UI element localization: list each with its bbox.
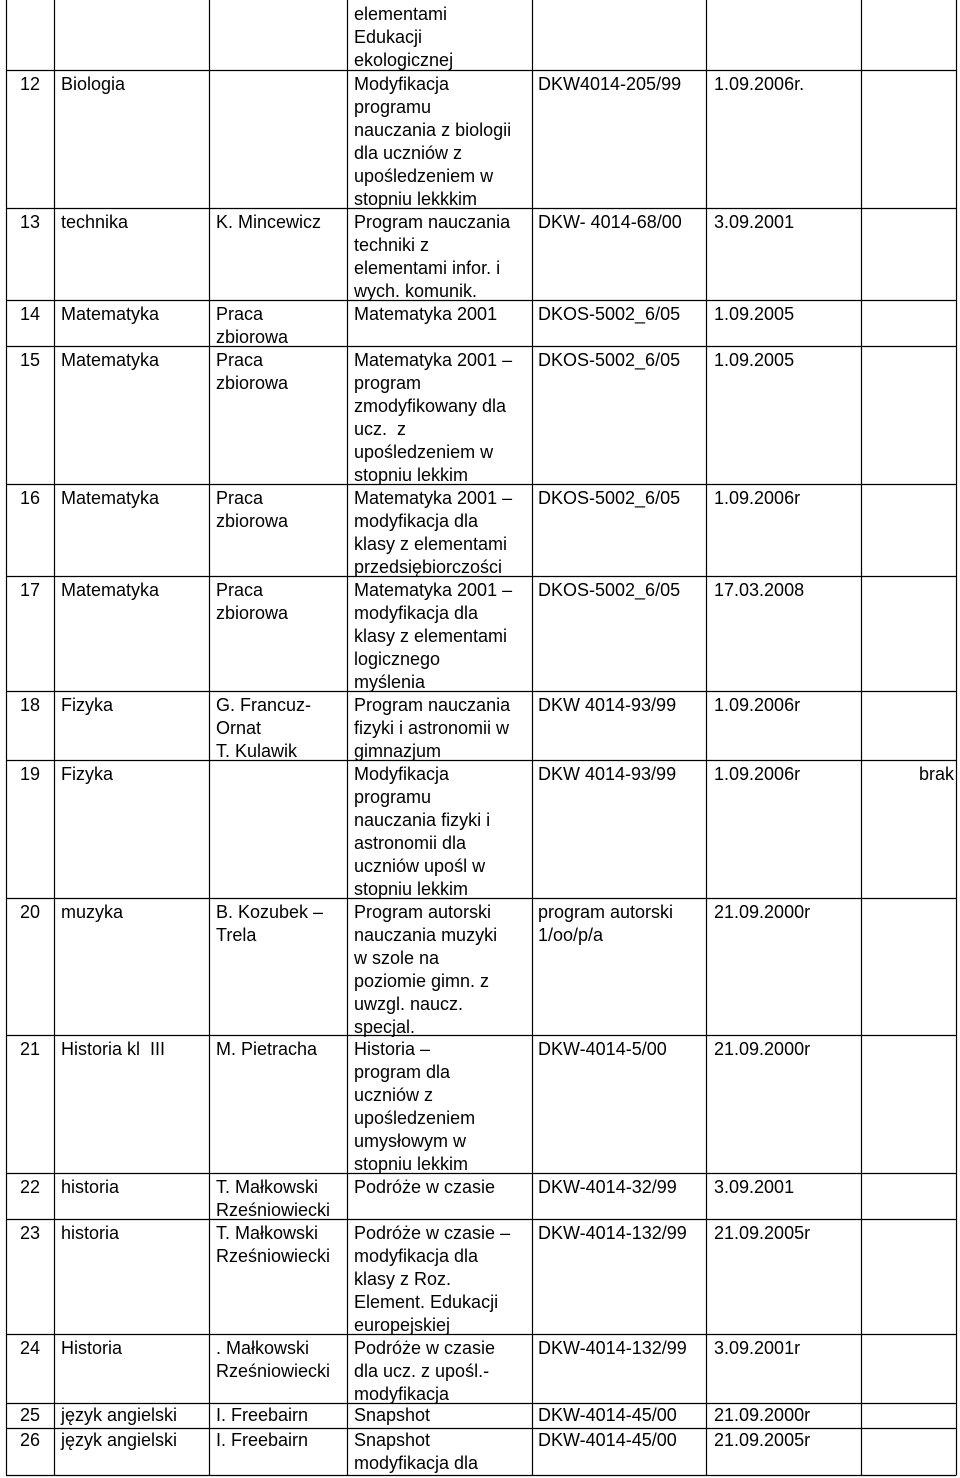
program-title-line: elementami infor. i: [354, 258, 501, 278]
program-title-line: modyfikacja dla: [354, 511, 479, 531]
approval-date-cell: 3.09.2001: [714, 1177, 795, 1197]
author-cell: T. Małkowski Rześniowiecki: [216, 1223, 331, 1266]
program-title-line: program: [354, 373, 422, 393]
program-title-line: ucz. z: [354, 419, 407, 439]
program-title-line: Snapshot: [354, 1430, 431, 1450]
program-title-line: Modyfikacja: [354, 74, 450, 94]
row-number: 17: [20, 580, 41, 600]
program-title-line: europejskiej: [354, 1315, 451, 1335]
program-title-line: Snapshot: [354, 1405, 431, 1425]
program-title-line: fizyki i astronomii w: [354, 718, 510, 738]
subject-cell: język angielski: [61, 1405, 178, 1425]
approval-date-cell: 21.09.2000r: [714, 1405, 811, 1425]
approval-date-cell: 21.09.2005r: [714, 1223, 811, 1243]
approval-number-cell: DKOS-5002_6/05: [538, 350, 681, 370]
approval-number-cell: DKOS-5002_6/05: [538, 580, 681, 600]
program-title-line: Matematyka 2001 –: [354, 580, 513, 600]
approval-number-cell: DKOS-5002_6/05: [538, 304, 681, 324]
row-number: 20: [20, 902, 41, 922]
approval-date-cell: 1.09.2005: [714, 350, 795, 370]
subject-cell: Fizyka: [61, 764, 114, 784]
approval-number-cell: DKW 4014-93/99: [538, 764, 677, 784]
row-number: 21: [20, 1039, 41, 1059]
program-title-line: astronomii dla: [354, 833, 467, 853]
author-cell: . Małkowski Rześniowiecki: [216, 1338, 331, 1381]
program-title-line: Matematyka 2001 –: [354, 350, 513, 370]
program-title-line: Program autorski: [354, 902, 492, 922]
approval-date-cell: 1.09.2005: [714, 304, 795, 324]
author-cell: Praca zbiorowa: [216, 304, 289, 347]
author-cell: G. Francuz- Ornat T. Kulawik: [216, 695, 312, 761]
subject-cell: język angielski: [61, 1430, 178, 1450]
program-title-line: upośledzeniem: [354, 1108, 476, 1128]
approval-date-cell: 1.09.2006r.: [714, 74, 805, 94]
program-title-line: nauczania z biologii: [354, 120, 512, 140]
approval-date-cell: 21.09.2000r: [714, 1039, 811, 1059]
program-title-line: zmodyfikowany dla: [354, 396, 507, 416]
program-title-line: uczniów z: [354, 1085, 434, 1105]
approval-number-cell: DKOS-5002_6/05: [538, 488, 681, 508]
program-title-line: Podróże w czasie –: [354, 1223, 511, 1243]
program-title-line: logicznego: [354, 649, 441, 669]
program-title-line: Podróże w czasie: [354, 1338, 496, 1358]
program-title-line: myślenia: [354, 672, 426, 692]
approval-date-cell: 21.09.2005r: [714, 1430, 811, 1450]
program-title-line: klasy z elementami: [354, 626, 508, 646]
program-title-line: nauczania fizyki i: [354, 810, 491, 830]
subject-cell: Historia: [61, 1338, 123, 1358]
subject-cell: Matematyka: [61, 488, 160, 508]
program-title-line: techniki z: [354, 235, 430, 255]
row-number: 12: [20, 74, 41, 94]
program-title-line: poziomie gimn. z: [354, 971, 490, 991]
program-title-line: ekologicznej: [354, 50, 454, 70]
approval-number-cell: DKW- 4014-68/00: [538, 212, 682, 232]
subject-cell: Historia kl III: [61, 1039, 166, 1059]
author-cell: Praca zbiorowa: [216, 580, 289, 623]
program-title-line: upośledzeniem w: [354, 166, 494, 186]
author-cell: I. Freebairn: [216, 1405, 309, 1425]
program-title-line: klasy z Roz.: [354, 1269, 452, 1289]
program-title-line: Historia –: [354, 1039, 431, 1059]
subject-cell: Matematyka: [61, 350, 160, 370]
program-title-line: dla ucz. z upośl.-: [354, 1361, 490, 1381]
author-cell: Praca zbiorowa: [216, 488, 289, 531]
row-number: 15: [20, 350, 41, 370]
approval-date-cell: 1.09.2006r: [714, 764, 801, 784]
program-title-line: Matematyka 2001: [354, 304, 498, 324]
row-number: 14: [20, 304, 41, 324]
row-number: 24: [20, 1338, 41, 1358]
row-number: 19: [20, 764, 41, 784]
author-cell: I. Freebairn: [216, 1430, 309, 1450]
approval-date-cell: 1.09.2006r: [714, 488, 801, 508]
approval-number-cell: DKW 4014-93/99: [538, 695, 677, 715]
subject-cell: technika: [61, 212, 129, 232]
approval-number-cell: DKW-4014-32/99: [538, 1177, 677, 1197]
approval-date-cell: 17.03.2008: [714, 580, 805, 600]
approval-number-cell: DKW-4014-45/00: [538, 1430, 677, 1450]
program-title-line: Program nauczania: [354, 695, 511, 715]
program-title-line: stopniu lekkim: [354, 879, 469, 899]
author-cell: M. Pietracha: [216, 1039, 318, 1059]
program-title-line: stopniu lekkim: [354, 465, 469, 485]
program-title-line: uczniów upośl w: [354, 856, 486, 876]
approval-date-cell: 21.09.2000r: [714, 902, 811, 922]
author-cell: K. Mincewicz: [216, 212, 322, 232]
subject-cell: Fizyka: [61, 695, 114, 715]
approval-date-cell: 3.09.2001: [714, 212, 795, 232]
program-title-line: modyfikacja dla: [354, 1453, 479, 1473]
program-title-line: Program nauczania: [354, 212, 511, 232]
program-title-line: Element. Edukacji: [354, 1292, 499, 1312]
program-title-line: programu: [354, 787, 432, 807]
row-number: 25: [20, 1405, 41, 1425]
approval-date-cell: 3.09.2001r: [714, 1338, 801, 1358]
note-cell: brak: [918, 764, 954, 784]
program-title-line: Modyfikacja: [354, 764, 450, 784]
program-title-line: Matematyka 2001 –: [354, 488, 513, 508]
subject-cell: historia: [61, 1223, 120, 1243]
program-title-line: gimnazjum: [354, 741, 442, 761]
row-number: 13: [20, 212, 41, 232]
program-title-line: specjal.: [354, 1017, 416, 1037]
program-title-line: stopniu lekkkim: [354, 189, 478, 209]
row-number: 16: [20, 488, 41, 508]
program-title-line: Podróże w czasie: [354, 1177, 496, 1197]
subject-cell: historia: [61, 1177, 120, 1197]
approval-number-cell: 1/oo/p/a: [538, 925, 604, 945]
author-cell: B. Kozubek – Trela: [216, 902, 324, 945]
author-cell: T. Małkowski Rześniowiecki: [216, 1177, 331, 1220]
approval-number-cell: DKW4014-205/99: [538, 74, 682, 94]
program-title-line: modyfikacja: [354, 1384, 450, 1404]
row-number: 22: [20, 1177, 41, 1197]
program-title-line: modyfikacja dla: [354, 603, 479, 623]
row-number: 18: [20, 695, 41, 715]
program-title-line: Edukacji: [354, 27, 423, 47]
program-title-line: klasy z elementami: [354, 534, 508, 554]
subject-cell: Biologia: [61, 74, 126, 94]
subject-cell: Matematyka: [61, 304, 160, 324]
program-title-line: modyfikacja dla: [354, 1246, 479, 1266]
program-title-line: dla uczniów z: [354, 143, 463, 163]
program-title-line: programu: [354, 97, 432, 117]
approval-number-cell: DKW-4014-132/99: [538, 1223, 687, 1243]
program-title-line: upośledzeniem w: [354, 442, 494, 462]
program-title-line: umysłowym w: [354, 1131, 467, 1151]
author-cell: Praca zbiorowa: [216, 350, 289, 393]
approval-number-cell: DKW-4014-5/00: [538, 1039, 667, 1059]
row-number: 23: [20, 1223, 41, 1243]
approval-number-cell: DKW-4014-132/99: [538, 1338, 687, 1358]
subject-cell: muzyka: [61, 902, 124, 922]
program-title-line: przedsiębiorczości: [354, 557, 503, 577]
program-title-line: uwzgl. naucz.: [354, 994, 464, 1014]
program-title-line: stopniu lekkim: [354, 1154, 469, 1174]
approval-number-cell: program autorski: [538, 902, 674, 922]
program-title-line: elementami: [354, 4, 448, 24]
program-title-line: wych. komunik.: [354, 281, 478, 301]
row-number: 26: [20, 1430, 41, 1450]
program-title-line: w szole na: [354, 948, 440, 968]
program-title-line: nauczania muzyki: [354, 925, 498, 945]
program-title-line: program dla: [354, 1062, 451, 1082]
approval-date-cell: 1.09.2006r: [714, 695, 801, 715]
subject-cell: Matematyka: [61, 580, 160, 600]
approval-number-cell: DKW-4014-45/00: [538, 1405, 677, 1425]
